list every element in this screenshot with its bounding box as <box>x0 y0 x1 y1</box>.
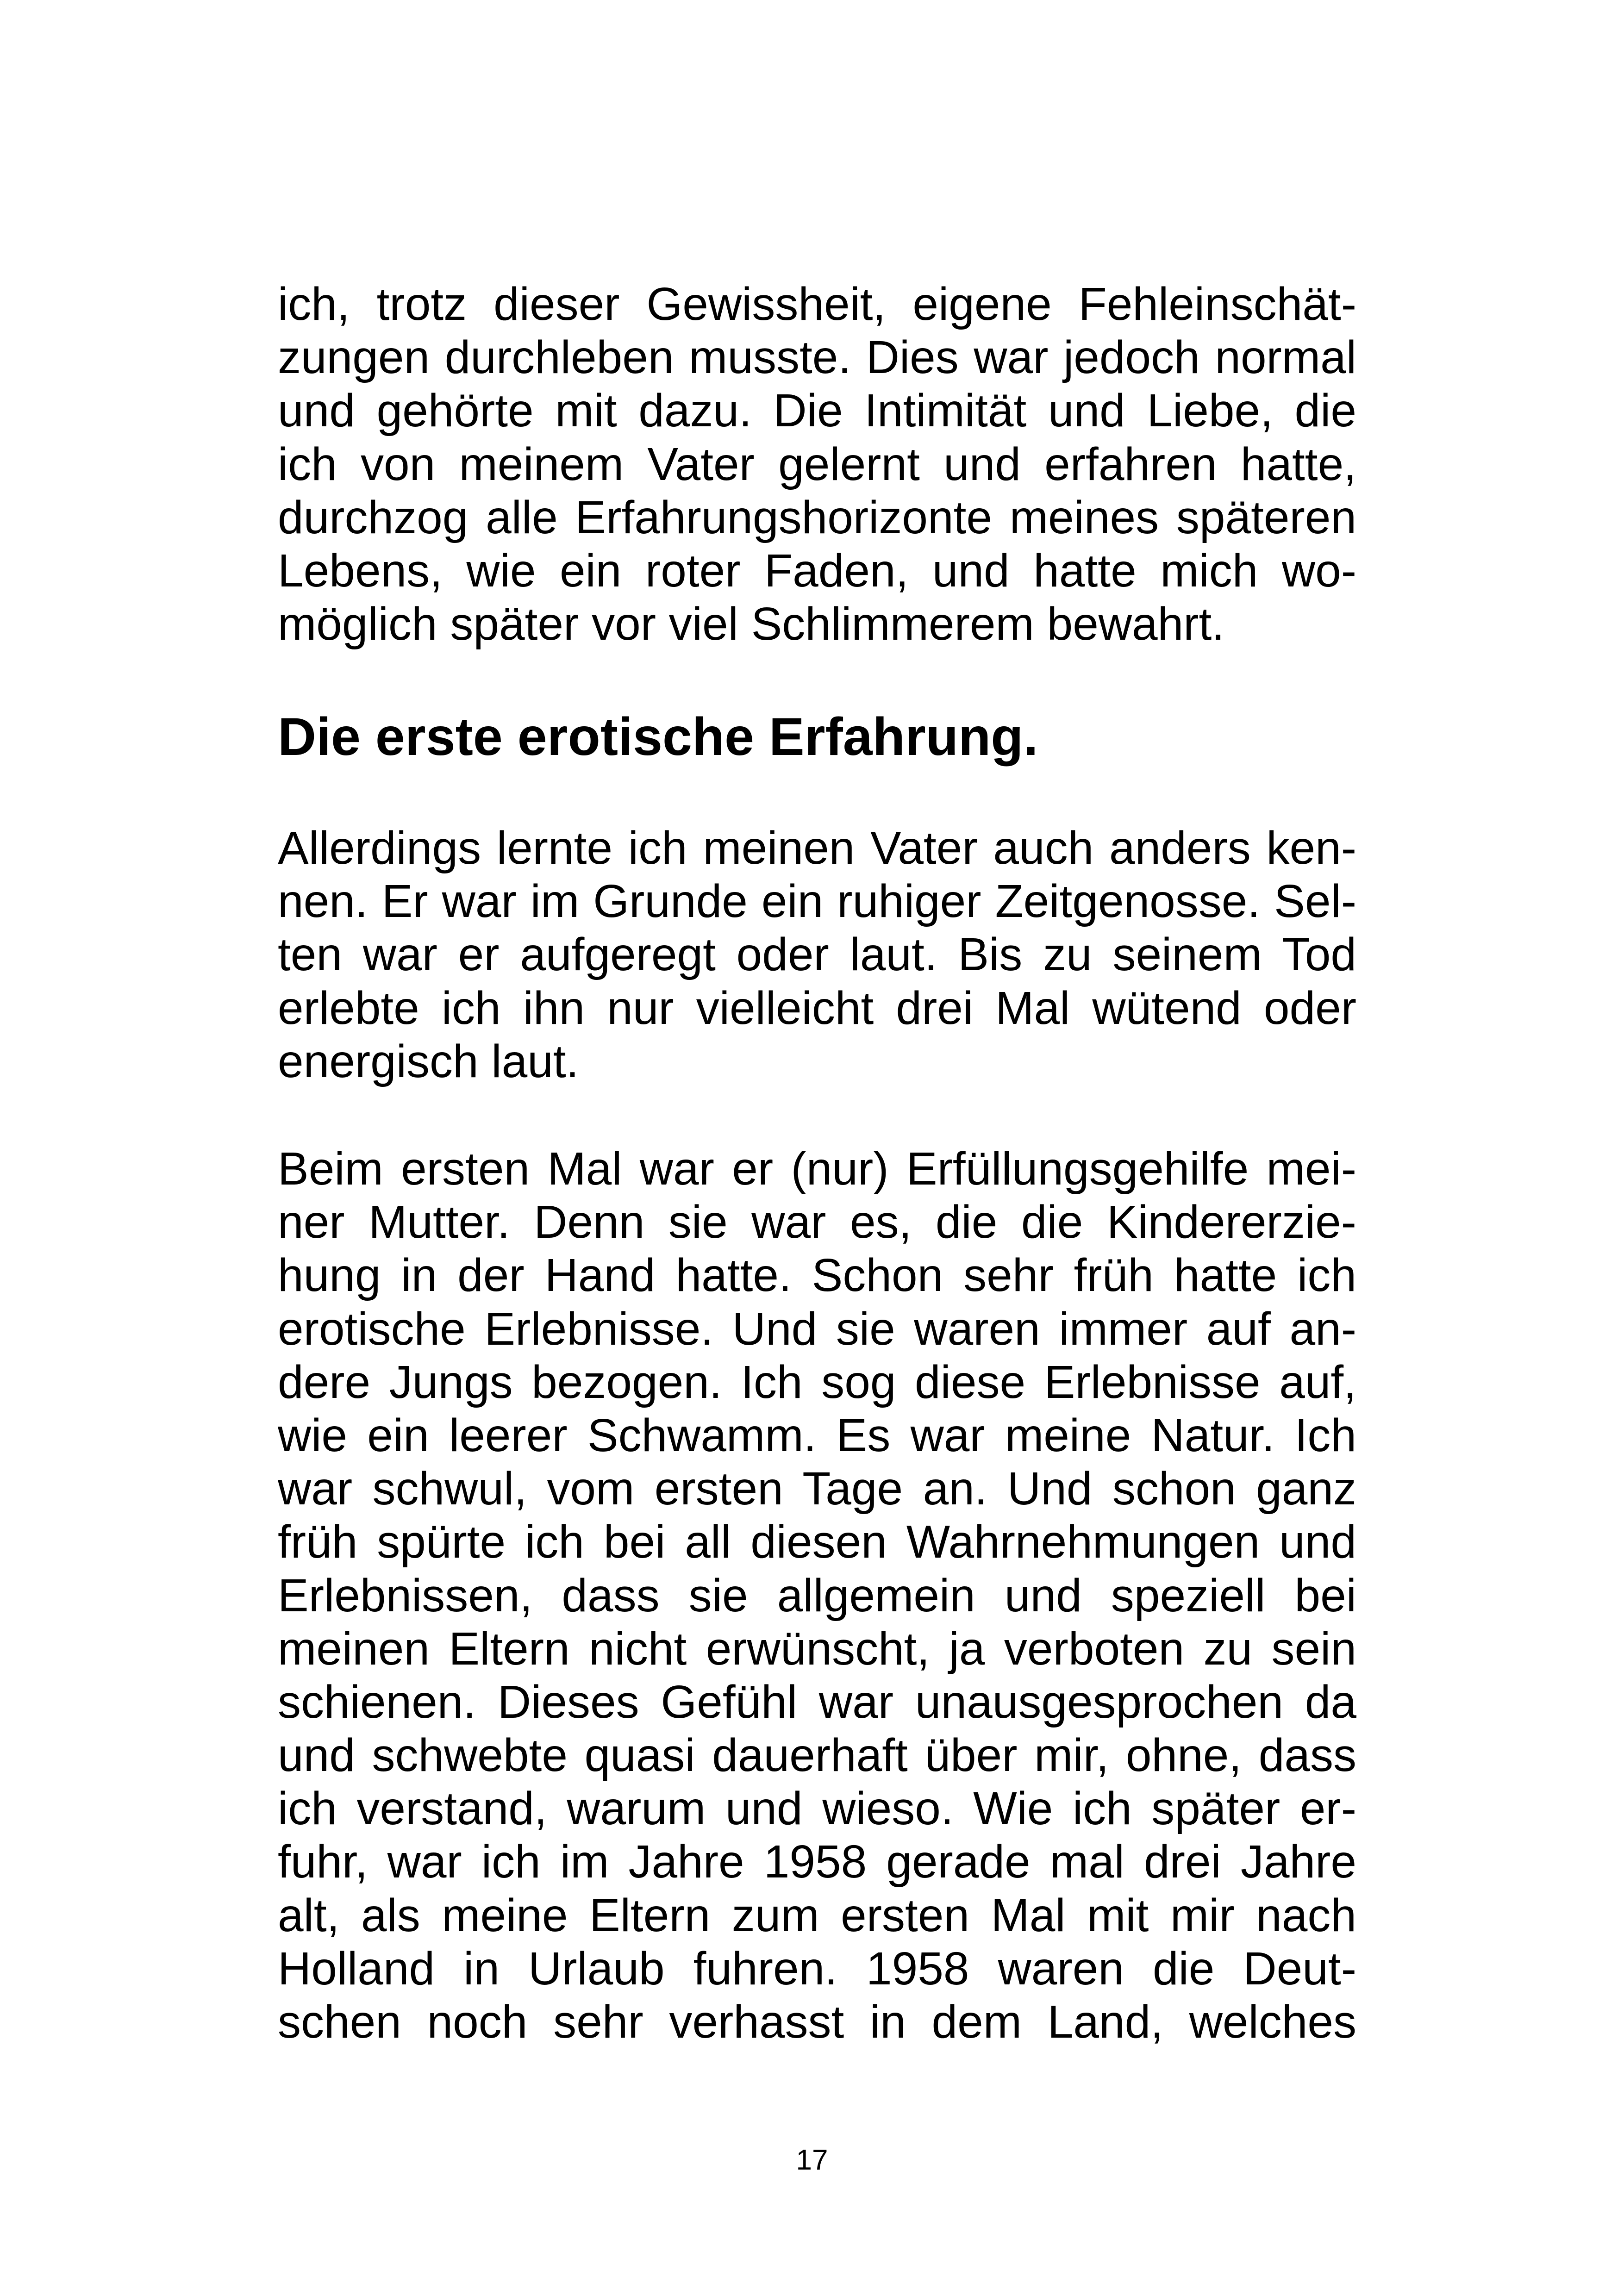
text-line: früh spürte ich bei all diesen Wahrnehmungen und <box>278 1516 1356 1568</box>
text-line: möglich später vor viel Schlimmerem bewahrt. <box>278 598 1225 650</box>
text-line: war schwul, vom ersten Tage an. Und schon ganz <box>278 1463 1356 1515</box>
text-line: durchzog alle Erfahrungshorizonte meines späteren <box>278 491 1356 543</box>
text-line: Lebens, wie ein roter Faden, und hatte mich wo- <box>278 544 1356 597</box>
text-line: Erlebnissen, dass sie allgemein und speziell bei <box>278 1569 1356 1621</box>
text-line: alt, als meine Eltern zum ersten Mal mit mir nach <box>278 1889 1356 1941</box>
text-line: schienen. Dieses Gefühl war unausgesprochen da <box>278 1676 1356 1728</box>
text-line: Holland in Urlaub fuhren. 1958 waren die Deut- <box>278 1942 1356 1995</box>
text-line: ich von meinem Vater gelernt und erfahren hatte, <box>278 438 1356 490</box>
text-line: ten war er aufgeregt oder laut. Bis zu seinem Tod <box>278 929 1356 981</box>
text-line: Allerdings lernte ich meinen Vater auch anders ken- <box>278 822 1356 874</box>
text-line: ner Mutter. Denn sie war es, die die Kindererzie- <box>278 1196 1356 1248</box>
text-line: Beim ersten Mal war er (nur) Erfüllungsgehilfe mei- <box>278 1143 1356 1195</box>
page-number: 17 <box>796 2144 828 2176</box>
text-line: wie ein leerer Schwamm. Es war meine Natur. Ich <box>278 1409 1356 1461</box>
text-line: hung in der Hand hatte. Schon sehr früh hatte ich <box>278 1249 1356 1302</box>
text-line: schen noch sehr verhasst in dem Land, welches <box>278 1996 1356 2048</box>
section-heading: Die erste erotische Erfahrung. <box>278 707 1038 767</box>
text-line: erlebte ich ihn nur vielleicht drei Mal wütend oder <box>278 982 1356 1034</box>
text-line: fuhr, war ich im Jahre 1958 gerade mal drei Jahre <box>278 1836 1356 1888</box>
text-line: zungen durchleben musste. Dies war jedoch normal <box>278 331 1356 384</box>
text-line: energisch laut. <box>278 1035 579 1087</box>
text-line: dere Jungs bezogen. Ich sog diese Erlebnisse auf, <box>278 1356 1356 1408</box>
text-line: und schwebte quasi dauerhaft über mir, ohne, dass <box>278 1729 1356 1782</box>
text-line: erotische Erlebnisse. Und sie waren immer auf an- <box>278 1303 1356 1355</box>
text-line: und gehörte mit dazu. Die Intimität und Liebe, die <box>278 385 1356 437</box>
paragraph-2 <box>278 822 1356 1088</box>
text-line: ich verstand, warum und wieso. Wie ich später er- <box>278 1783 1356 1835</box>
paragraph-3 <box>278 1142 1356 2049</box>
paragraph-1 <box>278 278 1356 651</box>
text-line: meinen Eltern nicht erwünscht, ja verboten zu sein <box>278 1622 1356 1675</box>
text-line: nen. Er war im Grunde ein ruhiger Zeitgenosse. Sel- <box>278 875 1356 928</box>
text-line: ich, trotz dieser Gewissheit, eigene Fehleinschät- <box>278 278 1356 330</box>
